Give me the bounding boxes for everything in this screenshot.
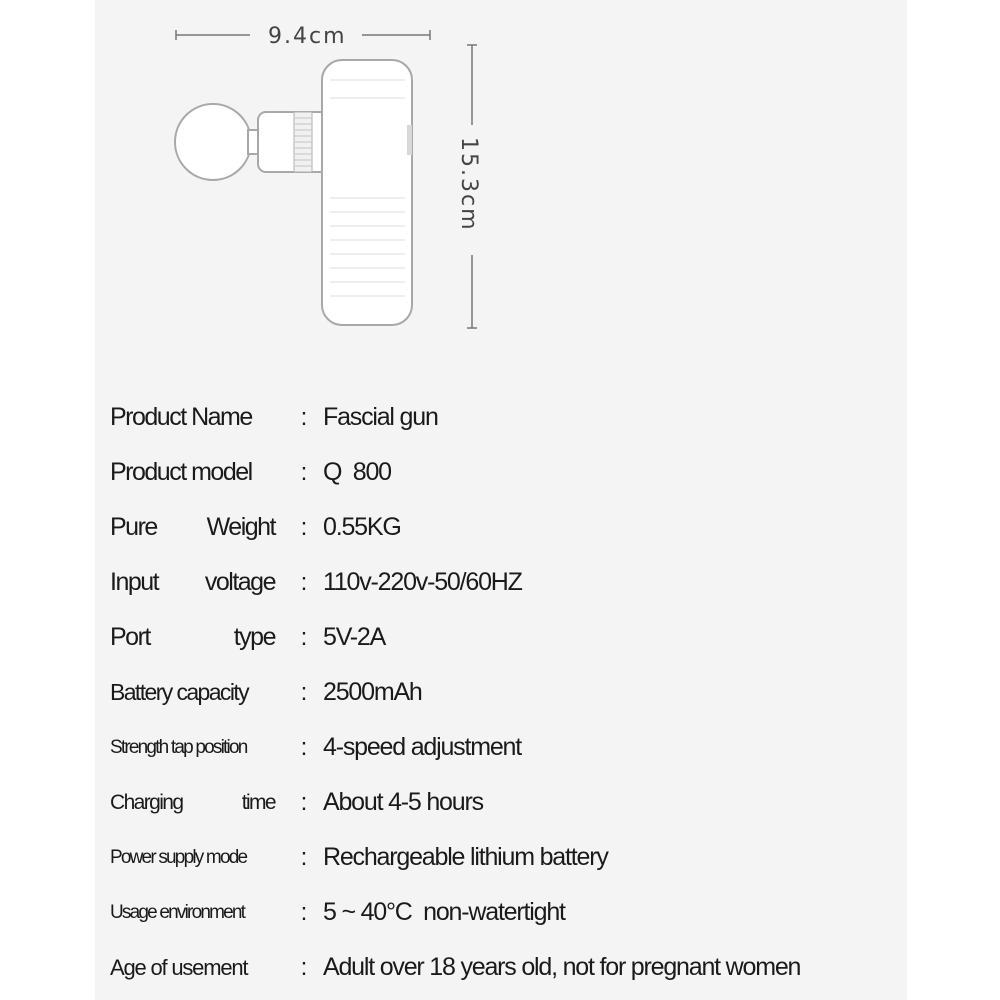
spec-colon: : bbox=[300, 733, 308, 761]
device-illustration bbox=[0, 0, 1000, 360]
spec-row-usage-environment bbox=[110, 885, 900, 940]
massage-head bbox=[175, 104, 262, 180]
spec-label: Strength tap position bbox=[110, 736, 247, 758]
spec-value: 110v-220v-50/60HZ bbox=[323, 568, 522, 596]
spec-colon: : bbox=[300, 953, 308, 981]
spec-label: Battery capacity bbox=[110, 679, 249, 705]
spec-colon: : bbox=[300, 678, 308, 706]
spec-label: Port type bbox=[110, 623, 275, 651]
spec-colon: : bbox=[300, 458, 308, 486]
spec-row-power-supply-mode bbox=[110, 830, 900, 885]
spec-row-port-type bbox=[110, 610, 900, 665]
spec-row-strength-tap-position bbox=[110, 720, 900, 775]
spec-value: 0.55KG bbox=[323, 513, 401, 541]
device-body bbox=[322, 60, 412, 325]
spec-row-age-of-usement bbox=[110, 940, 900, 995]
spec-row-battery-capacity bbox=[110, 665, 900, 720]
spec-label: Product Name bbox=[110, 403, 252, 431]
spec-value: 5 ~ 40°C non-watertight bbox=[323, 898, 565, 926]
spec-label: Usage environment bbox=[110, 901, 245, 923]
spec-label: Pure Weight bbox=[110, 513, 275, 541]
spec-label: Power supply mode bbox=[110, 846, 247, 868]
height-label: 15.3cm bbox=[456, 137, 481, 232]
spec-row-input-voltage bbox=[110, 555, 900, 610]
spec-label: Charging time bbox=[110, 790, 275, 814]
spec-colon: : bbox=[300, 623, 308, 651]
spec-colon: : bbox=[300, 788, 308, 816]
spec-value: Q 800 bbox=[323, 458, 391, 486]
spec-row-product-model bbox=[110, 445, 900, 500]
spec-colon: : bbox=[300, 568, 308, 596]
spec-row-product-name bbox=[110, 390, 900, 445]
spec-colon: : bbox=[300, 513, 308, 541]
device-barrel bbox=[258, 112, 328, 172]
spec-value: 5V-2A bbox=[323, 623, 386, 651]
spec-value: 2500mAh bbox=[323, 678, 422, 706]
spec-label: Input voltage bbox=[110, 568, 275, 596]
spec-colon: : bbox=[300, 898, 308, 926]
spec-colon: : bbox=[300, 843, 308, 871]
spec-value: Fascial gun bbox=[323, 403, 438, 431]
height-dimension bbox=[456, 45, 481, 328]
width-label: 9.4cm bbox=[268, 24, 347, 49]
spec-colon: : bbox=[300, 403, 308, 431]
spec-row-pure-weight bbox=[110, 500, 900, 555]
width-dimension bbox=[176, 24, 430, 49]
spec-value: Adult over 18 years old, not for pregnant women bbox=[323, 953, 801, 981]
spec-value: 4-speed adjustment bbox=[323, 733, 521, 761]
spec-value: Rechargeable lithium battery bbox=[323, 843, 608, 871]
spec-label: Age of usement bbox=[110, 954, 248, 980]
spec-row-charging-time bbox=[110, 775, 900, 830]
spec-value: About 4-5 hours bbox=[323, 788, 483, 816]
spec-label: Product model bbox=[110, 458, 252, 486]
spec-table bbox=[110, 390, 900, 995]
